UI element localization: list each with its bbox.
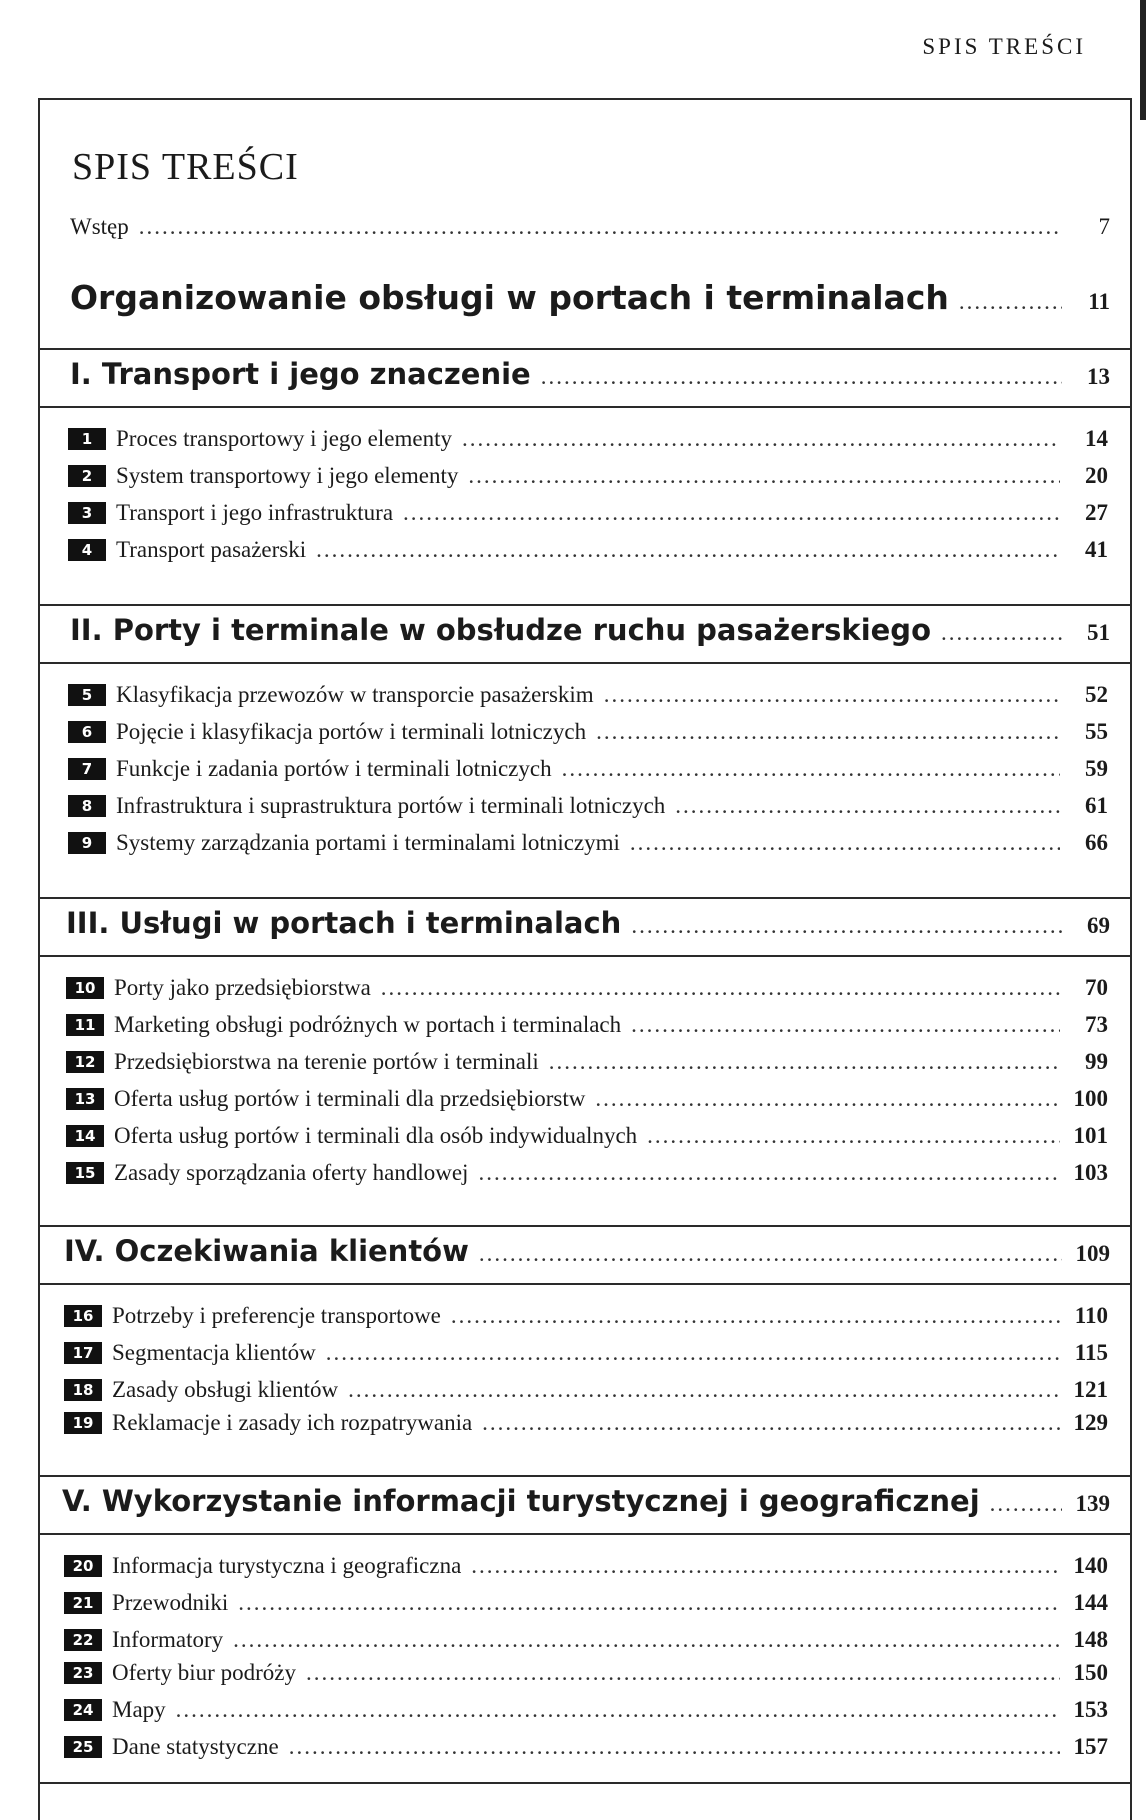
chapter-number-badge: 9 [68, 832, 106, 854]
toc-chapter[interactable] [66, 1123, 1108, 1149]
entry-label: Organizowanie obsługi w portach i terminalach [70, 278, 949, 317]
chapter-label: Pojęcie i klasyfikacja portów i terminali lotniczych [116, 719, 587, 744]
toc-chapter[interactable] [68, 756, 1108, 782]
chapter-label: Transport pasażerski [116, 537, 307, 562]
chapter-page: 101 [1073, 1123, 1108, 1148]
chapter-number-badge: 23 [64, 1662, 102, 1684]
toc-chapter[interactable] [68, 830, 1108, 856]
dot-leader [139, 214, 1062, 240]
chapter-number-badge: 22 [64, 1629, 102, 1651]
chapter-page: 115 [1074, 1340, 1108, 1365]
chapter-page: 59 [1085, 756, 1108, 781]
chapter-number-badge: 13 [66, 1088, 104, 1110]
chapter-page: 61 [1085, 793, 1108, 818]
chapter-label: Funkcje i zadania portów i terminali lotniczych [116, 756, 552, 781]
dot-leader [941, 620, 1062, 646]
chapter-label: Porty jako przedsiębiorstwa [114, 975, 371, 1000]
chapter-label: Marketing obsługi podróżnych w portach i terminalach [114, 1012, 622, 1037]
toc-chapter[interactable] [64, 1590, 1108, 1616]
dot-leader [462, 426, 1060, 452]
chapter-number-badge: 1 [68, 428, 106, 450]
dot-leader [326, 1340, 1060, 1366]
chapter-number-badge: 7 [68, 758, 106, 780]
toc-part-5[interactable] [62, 1484, 1110, 1518]
dot-leader [482, 1410, 1060, 1436]
chapter-page: 103 [1073, 1160, 1108, 1185]
chapter-label: Przedsiębiorstwa na terenie portów i terminali [114, 1049, 539, 1074]
entry-label: Wstęp [70, 214, 129, 239]
running-head: SPIS TREŚCI [922, 34, 1086, 59]
toc-chapter[interactable] [64, 1340, 1108, 1366]
chapter-page: 99 [1085, 1049, 1108, 1074]
dot-leader [316, 537, 1060, 563]
chapter-number-badge: 19 [64, 1412, 102, 1434]
dot-leader [990, 1491, 1062, 1517]
chapter-label: Zasady obsługi klientów [112, 1377, 339, 1402]
chapter-page: 153 [1073, 1697, 1108, 1722]
toc-chapter[interactable] [64, 1377, 1108, 1403]
toc-chapter[interactable] [64, 1303, 1108, 1329]
chapter-label: Oferty biur podróży [112, 1660, 296, 1685]
toc-chapter[interactable] [64, 1410, 1108, 1436]
toc-chapter[interactable] [66, 1160, 1108, 1186]
chapter-label: Infrastruktura i suprastruktura portów i terminali lotniczych [116, 793, 666, 818]
dot-leader [238, 1590, 1060, 1616]
dot-leader [959, 289, 1062, 315]
dot-leader [306, 1660, 1060, 1686]
chapter-label: Mapy [112, 1697, 166, 1722]
toc-chapter[interactable] [68, 463, 1108, 489]
part-label: IV. Oczekiwania klientów [64, 1234, 469, 1268]
toc-chapter[interactable] [64, 1627, 1108, 1653]
chapter-number-badge: 21 [64, 1592, 102, 1614]
toc-chapter[interactable] [68, 719, 1108, 745]
dot-leader [675, 793, 1060, 819]
chapter-label: System transportowy i jego elementy [116, 463, 459, 488]
toc-chapter[interactable] [68, 793, 1108, 819]
part-label: I. Transport i jego znaczenie [70, 357, 531, 391]
chapter-number-badge: 5 [68, 684, 106, 706]
chapter-number-badge: 2 [68, 465, 106, 487]
chapter-number-badge: 10 [66, 977, 104, 999]
chapter-label: Segmentacja klientów [112, 1340, 316, 1365]
part-page: 51 [1087, 620, 1110, 645]
chapter-page: 157 [1073, 1734, 1108, 1759]
dot-leader [647, 1123, 1060, 1149]
chapter-page: 14 [1085, 426, 1108, 451]
toc-chapter[interactable] [66, 1086, 1108, 1112]
part-page: 139 [1075, 1491, 1110, 1516]
dot-leader [403, 500, 1060, 526]
chapter-number-badge: 25 [64, 1736, 102, 1758]
chapter-page: 70 [1085, 975, 1108, 1000]
dot-leader [468, 463, 1060, 489]
chapter-label: Proces transportowy i jego elementy [116, 426, 452, 451]
dot-leader [631, 1012, 1060, 1038]
page-edge-rule [1140, 0, 1146, 120]
dot-leader [479, 1241, 1062, 1267]
chapter-number-badge: 11 [66, 1014, 104, 1036]
dot-leader [604, 682, 1060, 708]
part-label: V. Wykorzystanie informacji turystycznej i geograficznej [62, 1484, 980, 1518]
toc-chapter[interactable] [64, 1734, 1108, 1760]
chapter-number-badge: 8 [68, 795, 106, 817]
chapter-page: 129 [1073, 1410, 1108, 1435]
chapter-number-badge: 4 [68, 539, 106, 561]
chapter-number-badge: 24 [64, 1699, 102, 1721]
toc-part-4[interactable] [64, 1234, 1110, 1268]
chapter-label: Przewodniki [112, 1590, 229, 1615]
chapter-number-badge: 17 [64, 1342, 102, 1364]
dot-leader [549, 1049, 1060, 1075]
chapter-label: Reklamacje i zasady ich rozpatrywania [112, 1410, 473, 1435]
toc-chapter[interactable] [66, 1012, 1108, 1038]
dot-leader [176, 1697, 1060, 1723]
dot-leader [562, 756, 1060, 782]
dot-leader [630, 830, 1060, 856]
chapter-page: 110 [1074, 1303, 1108, 1328]
dot-leader [478, 1160, 1060, 1186]
toc-part-1[interactable] [70, 357, 1110, 391]
chapter-number-badge: 3 [68, 502, 106, 524]
chapter-page: 140 [1073, 1553, 1108, 1578]
toc-title: SPIS TREŚCI [72, 146, 299, 188]
chapter-label: Systemy zarządzania portami i terminalami lotniczymi [116, 830, 620, 855]
chapter-page: 41 [1085, 537, 1108, 562]
chapter-page: 100 [1073, 1086, 1108, 1111]
chapter-label: Klasyfikacja przewozów w transporcie pasażerskim [116, 682, 594, 707]
dot-leader [289, 1734, 1060, 1760]
chapter-number-badge: 20 [64, 1555, 102, 1577]
chapter-page: 148 [1073, 1627, 1108, 1652]
entry-page: 11 [1088, 289, 1110, 314]
toc-chapter[interactable] [64, 1553, 1108, 1579]
chapter-number-badge: 16 [64, 1305, 102, 1327]
chapter-label: Oferta usług portów i terminali dla osób indywidualnych [114, 1123, 638, 1148]
part-page: 13 [1087, 364, 1110, 389]
part-page: 69 [1087, 913, 1110, 938]
chapter-number-badge: 18 [64, 1379, 102, 1401]
dot-leader [348, 1377, 1060, 1403]
chapter-label: Informatory [112, 1627, 224, 1652]
toc-chapter[interactable] [66, 1049, 1108, 1075]
chapter-page: 20 [1085, 463, 1108, 488]
dot-leader [631, 913, 1062, 939]
part-label: III. Usługi w portach i terminalach [66, 906, 622, 940]
chapter-label: Potrzeby i preferencje transportowe [112, 1303, 441, 1328]
chapter-page: 73 [1085, 1012, 1108, 1037]
chapter-page: 55 [1085, 719, 1108, 744]
chapter-label: Transport i jego infrastruktura [116, 500, 394, 525]
chapter-page: 144 [1073, 1590, 1108, 1615]
chapter-page: 52 [1085, 682, 1108, 707]
chapter-page: 66 [1085, 830, 1108, 855]
toc-entry-intro[interactable] [70, 214, 1110, 240]
part-label: II. Porty i terminale w obsłudze ruchu pasażerskiego [70, 613, 931, 647]
part-page: 109 [1075, 1241, 1110, 1266]
dot-leader [595, 1086, 1060, 1112]
chapter-label: Zasady sporządzania oferty handlowej [114, 1160, 469, 1185]
chapter-label: Oferta usług portów i terminali dla przedsiębiorstw [114, 1086, 586, 1111]
dot-leader [596, 719, 1060, 745]
chapter-page: 27 [1085, 500, 1108, 525]
toc-chapter[interactable] [64, 1660, 1108, 1686]
dot-leader [233, 1627, 1060, 1653]
toc-chapter[interactable] [68, 537, 1108, 563]
entry-page: 7 [1098, 214, 1110, 239]
toc-chapter[interactable] [66, 975, 1108, 1001]
toc-chapter[interactable] [64, 1697, 1108, 1723]
toc-entry-main[interactable] [70, 278, 1110, 317]
chapter-page: 121 [1073, 1377, 1108, 1402]
dot-leader [471, 1553, 1060, 1579]
chapter-label: Dane statystyczne [112, 1734, 279, 1759]
dot-leader [381, 975, 1060, 1001]
chapter-page: 150 [1073, 1660, 1108, 1685]
toc-part-2[interactable] [70, 613, 1110, 647]
toc-part-3[interactable] [66, 906, 1110, 940]
toc-chapter[interactable] [68, 426, 1108, 452]
dot-leader [541, 364, 1062, 390]
chapter-number-badge: 14 [66, 1125, 104, 1147]
chapter-number-badge: 6 [68, 721, 106, 743]
dot-leader [451, 1303, 1060, 1329]
chapter-number-badge: 15 [66, 1162, 104, 1184]
toc-chapter[interactable] [68, 500, 1108, 526]
chapter-label: Informacja turystyczna i geograficzna [112, 1553, 462, 1578]
bottom-rule [38, 1782, 1132, 1784]
chapter-number-badge: 12 [66, 1051, 104, 1073]
toc-chapter[interactable] [68, 682, 1108, 708]
